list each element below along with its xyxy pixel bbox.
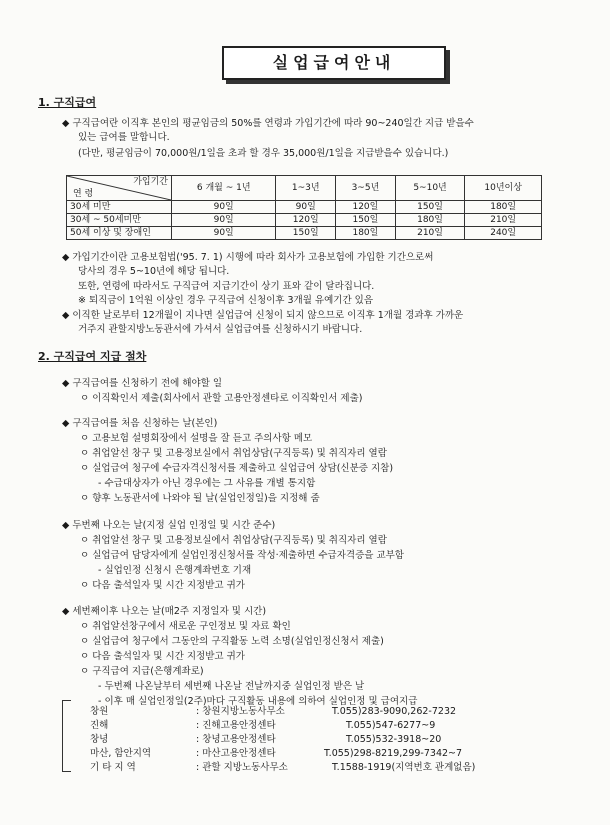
- contact-phone: T.055)298-8219,299-7342~7: [324, 748, 463, 759]
- contact-region: 창녕: [90, 734, 109, 745]
- row-label: 50세 이상 및 장애인: [67, 227, 172, 240]
- corner-top-label: 가입기간: [133, 177, 168, 187]
- table-header-row: [67, 176, 542, 201]
- contact-office: : 관할 지방노동사무소: [196, 762, 288, 773]
- table-cell: 210일: [395, 227, 465, 240]
- contact-office: : 창원지방노동사무소: [196, 706, 285, 717]
- table-row: [67, 214, 542, 227]
- table-cell: 210일: [465, 214, 542, 227]
- row-label: 30세 미만: [67, 201, 172, 214]
- table-cell: 180일: [336, 227, 396, 240]
- table-cell: 120일: [336, 201, 396, 214]
- block4-item: ㅇ 실업급여 청구에서 그동안의 구직활동 노력 소명(실업인정신청서 제출): [80, 636, 384, 647]
- table-cell: 90일: [172, 214, 276, 227]
- section1-para1-line2: 있는 급여를 말합니다.: [78, 132, 170, 143]
- table-cell: 90일: [172, 201, 276, 214]
- contact-region: 창원: [90, 706, 109, 717]
- column-header: 1~3년: [276, 176, 336, 201]
- section1-heading: 1. 구직급여: [38, 96, 97, 109]
- block2-item: ㅇ 향후 노동관서에 나와야 될 날(실업인정일)을 지정해 줌: [80, 493, 320, 504]
- contact-phone: T.055)532-3918~20: [346, 734, 442, 745]
- block4-item: - 두번째 나온날부터 세번째 나온날 전날까지중 실업인정 받은 날: [98, 681, 365, 692]
- block2-item: ㅇ 고용보험 설명회장에서 설명을 잘 듣고 주의사항 메모: [80, 433, 313, 444]
- table-cell: 180일: [465, 201, 542, 214]
- block1-title: ◆ 구직급여를 신청하기 전에 해야할 일: [62, 378, 223, 389]
- table-row: [67, 227, 542, 240]
- contact-office: : 마산고용안정센타: [196, 748, 276, 759]
- section1-para2-line4: ※ 퇴직금이 1억원 이상인 경우 구직급여 신청이후 3개월 유예기간 있음: [78, 295, 374, 306]
- contact-phone: T.1588-1919(지역번호 관계없음): [332, 762, 476, 773]
- contact-phone: T.055)283-9090,262-7232: [332, 706, 457, 717]
- column-header: 3~5년: [336, 176, 396, 201]
- table-cell: 240일: [465, 227, 542, 240]
- section2-heading: 2. 구직급여 지급 절차: [38, 350, 147, 363]
- block2-item: - 수급대상자가 아닌 경우에는 그 사유를 개별 통지함: [98, 478, 316, 489]
- section1-para1-line3: (다만, 평균임금이 70,000원/1일을 초과 할 경우 35,000원/1일을 지급받을수 있습니다.): [78, 148, 449, 159]
- block4-title: ◆ 세번째이후 나오는 날(매2주 지정일자 및 시간): [62, 606, 267, 617]
- block4-item: ㅇ 다음 출석일자 및 시간 지정받고 귀가: [80, 651, 245, 662]
- table-row: [67, 201, 542, 214]
- block4-item: ㅇ 취업알선창구에서 새로운 구인정보 및 자료 확인: [80, 621, 291, 632]
- row-label: 30세 ~ 50세미만: [67, 214, 172, 227]
- benefit-period-table: [66, 175, 542, 240]
- block1-item: ㅇ 이직확인서 제출(회사에서 관할 고용안정센타로 이직확인서 제출): [80, 393, 363, 404]
- page-title: 실업급여안내: [222, 46, 446, 80]
- section1-para2-line2: 당사의 경우 5~10년에 해당 됩니다.: [78, 266, 230, 277]
- section1-para2-line5: ◆ 이직한 날로부터 12개월이 지나면 실업급여 신청이 되지 않으므로 이직후 1개월 경과후 가까운: [62, 310, 464, 321]
- table-cell: 150일: [395, 201, 465, 214]
- contacts-bracket: [62, 700, 71, 772]
- table-cell: 120일: [276, 214, 336, 227]
- block3-item: ㅇ 실업급여 담당자에게 실업인정신청서를 작성·제출하면 수급자격증을 교부함: [80, 550, 404, 561]
- block4-item: ㅇ 구직급여 지급(은행계좌로): [80, 666, 204, 677]
- block2-item: ㅇ 취업알선 창구 및 고용정보실에서 취업상담(구직등록) 및 취직자리 열람: [80, 448, 387, 459]
- section1-para2-line6: 거주지 관할지방노동관서에 가셔서 실업급여를 신청하시기 바랍니다.: [78, 324, 363, 335]
- table-cell: 150일: [336, 214, 396, 227]
- column-header: 6 개월 ~ 1년: [172, 176, 276, 201]
- contact-region: 진해: [90, 720, 109, 731]
- table-cell: 150일: [276, 227, 336, 240]
- block3-item: ㅇ 취업알선 창구 및 고용정보실에서 취업상담(구직등록) 및 취직자리 열람: [80, 535, 387, 546]
- table-corner-cell: [67, 176, 172, 201]
- contact-region: 기 타 지 역: [90, 762, 136, 773]
- table-cell: 90일: [172, 227, 276, 240]
- corner-bottom-label: 연 령: [73, 188, 94, 199]
- table-cell: 90일: [276, 201, 336, 214]
- contact-region: 마산, 함안지역: [90, 748, 152, 759]
- block3-item: - 실업인정 신청시 은행계좌번호 기재: [98, 565, 252, 576]
- column-header: 10년이상: [465, 176, 542, 201]
- contact-office: : 진해고용안정센타: [196, 720, 276, 731]
- section1-para2-line3: 또한, 연령에 따라서도 구직급여 지급기간이 상기 표와 같이 달라집니다.: [78, 281, 375, 292]
- section1-para2-line1: ◆ 가입기간이란 고용보험법('95. 7. 1) 시행에 따라 회사가 고용보험에 가입한 기간으로써: [62, 252, 434, 263]
- section1-para1-line1: ◆ 구직급여란 이직후 본인의 평균임금의 50%를 연령과 가입기간에 따라 90~240일간 지급 받을수: [62, 118, 474, 129]
- table-cell: 180일: [395, 214, 465, 227]
- block2-title: ◆ 구직급여를 처음 신청하는 날(본인): [62, 418, 218, 429]
- block4-item: - 이후 매 실업인정일(2주)마다 구직활동 내용에 의하여 실업인정 및 급여지급: [98, 696, 418, 707]
- block3-title: ◆ 두번째 나오는 날(지정 실업 인정일 및 시간 준수): [62, 520, 276, 531]
- contact-phone: T.055)547-6277~9: [346, 720, 436, 731]
- block2-item: ㅇ 실업급여 청구에 수급자격신청서를 제출하고 실업급여 상담(신분증 지참): [80, 463, 394, 474]
- contact-office: : 창녕고용안정센타: [196, 734, 276, 745]
- block3-item: ㅇ 다음 출석일자 및 시간 지정받고 귀가: [80, 580, 245, 591]
- column-header: 5~10년: [395, 176, 465, 201]
